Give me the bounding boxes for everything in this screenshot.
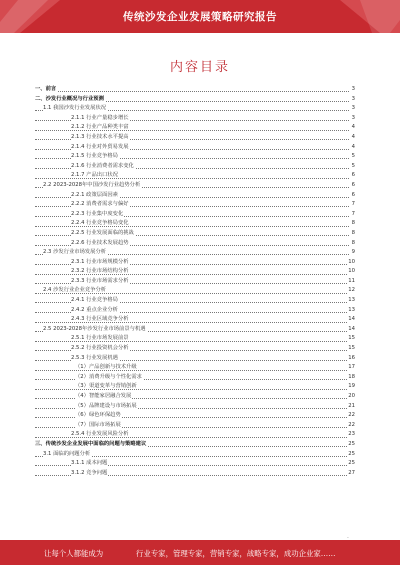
toc-entry[interactable]: [35, 286, 355, 296]
toc-entry[interactable]: [35, 440, 355, 450]
toc-entry[interactable]: [35, 162, 355, 172]
toc-entry-label: 2.5.4 行业发展风险分析: [71, 431, 129, 438]
toc-entry-label: 三、传统沙发企业发展中面临的问题与策略建议: [35, 440, 147, 447]
toc-entry-page: 6: [351, 171, 355, 181]
toc-entry-label: 2.1.5 行业竞争格局: [71, 153, 118, 160]
toc-entry-page: 16: [347, 354, 355, 364]
toc-entry[interactable]: [35, 104, 355, 114]
table-of-contents: [35, 85, 355, 478]
toc-entry-label: （7）国际市场拓展: [75, 421, 121, 428]
toc-entry-label: 2.3.2 行业市场结构分析: [71, 268, 129, 275]
toc-entry-label: 2.2.4 行业竞争格局变化: [71, 220, 129, 227]
footer-tagline: 行业专家，管理专家，营销专家，战略专家，成功企业家……: [136, 549, 336, 558]
toc-entry-page: 8: [351, 229, 355, 239]
toc-entry-page: 25: [347, 440, 355, 450]
toc-entry-label: 2.4 沙发行业企业竞争分析: [43, 287, 107, 294]
toc-entry-page: 4: [351, 143, 355, 153]
toc-entry-page: 5: [351, 152, 355, 162]
toc-entry[interactable]: [35, 277, 355, 287]
toc-entry-page: 5: [351, 162, 355, 172]
toc-entry-page: 14: [347, 325, 355, 335]
toc-entry-page: 20: [347, 392, 355, 402]
toc-entry-page: 10: [347, 258, 355, 268]
toc-entry-label: 2.1.1 行业产量稳步增长: [71, 114, 129, 121]
toc-entry-page: 4: [351, 123, 355, 133]
toc-entry[interactable]: [35, 210, 355, 220]
toc-entry-label: 2.1.4 行业对外贸易发展: [71, 143, 129, 150]
dot-leader: [35, 91, 349, 92]
toc-entry-label: 2.1.6 行业消费者需求变化: [71, 162, 134, 169]
toc-entry[interactable]: [35, 248, 355, 258]
toc-entry-page: 18: [347, 373, 355, 383]
toc-entry-label: 2.1.2 行业产品种类丰富: [71, 124, 129, 131]
toc-entry-page: 14: [347, 315, 355, 325]
toc-entry-page: 25: [347, 459, 355, 469]
toc-entry[interactable]: [35, 459, 355, 469]
toc-entry-page: 17: [347, 363, 355, 373]
toc-entry-page: 23: [347, 430, 355, 440]
toc-entry[interactable]: [35, 267, 355, 277]
toc-entry[interactable]: [35, 95, 355, 105]
toc-entry-page: 3: [351, 85, 355, 95]
toc-entry-page: 9: [351, 248, 355, 258]
toc-entry[interactable]: [35, 469, 355, 479]
toc-entry[interactable]: [35, 181, 355, 191]
toc-entry-label: （1）产品创新与技术升级: [75, 364, 137, 371]
toc-entry-label: 2.2.6 行业技术发展趋势: [71, 239, 129, 246]
toc-entry[interactable]: [35, 363, 355, 373]
toc-entry[interactable]: [35, 239, 355, 249]
toc-entry-page: 4: [351, 133, 355, 143]
toc-entry-label: 2.4.3 行业区域竞争分析: [71, 316, 129, 323]
toc-entry[interactable]: [35, 411, 355, 421]
toc-entry[interactable]: [35, 382, 355, 392]
toc-entry-label: 2.3.1 行业市场规模分析: [71, 258, 129, 265]
toc-entry-page: 7: [351, 200, 355, 210]
toc-entry[interactable]: [35, 306, 355, 316]
toc-entry[interactable]: [35, 315, 355, 325]
toc-entry[interactable]: [35, 421, 355, 431]
toc-entry-page: 7: [351, 210, 355, 220]
page-title: 内容目录: [169, 60, 230, 75]
toc-entry-label: 2.4.1 行业竞争格局: [71, 297, 118, 304]
toc-entry[interactable]: [35, 430, 355, 440]
toc-entry[interactable]: [35, 402, 355, 412]
toc-entry-label: 2.2 2023-2028年中国沙发行业趋势分析: [43, 181, 141, 188]
toc-entry[interactable]: [35, 229, 355, 239]
toc-entry-label: 2.2.3 行业集中度变化: [71, 210, 124, 217]
toc-entry-label: （3）渠道变革与营销创新: [75, 383, 137, 390]
toc-entry-label: （6）绿色环保趋势: [75, 412, 121, 419]
toc-entry-page: 27: [347, 469, 355, 479]
toc-entry[interactable]: [35, 450, 355, 460]
toc-entry-label: 2.5.1 行业市场发展前景: [71, 335, 129, 342]
toc-entry-page: 22: [347, 411, 355, 421]
toc-entry[interactable]: [35, 200, 355, 210]
toc-entry-page: 6: [351, 191, 355, 201]
toc-entry-label: 1.1 我国沙发行业发展状况: [43, 105, 107, 112]
toc-entry-label: 2.2.1 政策层面因素: [71, 191, 118, 198]
toc-entry[interactable]: [35, 171, 355, 181]
toc-entry-page: 3: [351, 114, 355, 124]
toc-entry-label: 2.5.2 行业投资机会分析: [71, 345, 129, 352]
report-title: 传统沙发企业发展策略研究报告: [123, 11, 277, 23]
toc-entry-page: 22: [347, 421, 355, 431]
toc-entry-label: 3.1.1 成本问题: [71, 460, 108, 467]
toc-entry-label: 2.5.3 行业发展机遇: [71, 354, 118, 361]
toc-entry-page: 13: [347, 296, 355, 306]
toc-entry-page: 12: [347, 286, 355, 296]
toc-entry-page: 13: [347, 306, 355, 316]
toc-entry-page: 15: [347, 344, 355, 354]
toc-entry-label: 2.1.7 产品出口状况: [71, 172, 118, 179]
toc-entry[interactable]: [35, 258, 355, 268]
toc-entry-label: （2）消费升级与个性化需求: [75, 373, 142, 380]
toc-entry[interactable]: [35, 85, 355, 95]
toc-entry-label: （5）品牌建设与市场拓展: [75, 402, 137, 409]
toc-entry-label: 2.2.2 消费者需求与偏好: [71, 201, 129, 208]
toc-entry-page: 19: [347, 382, 355, 392]
toc-entry-label: 2.2.5 行业发展面临的挑战: [71, 229, 134, 236]
toc-entry[interactable]: [35, 334, 355, 344]
toc-entry[interactable]: [35, 133, 355, 143]
toc-entry-label: 2.5 2023-2028年沙发行业市场前景与机遇: [43, 325, 146, 332]
toc-entry-label: 2.3.3 行业市场需求分析: [71, 277, 129, 284]
toc-entry-page: 10: [347, 267, 355, 277]
header-band: [0, 0, 400, 33]
toc-entry[interactable]: [35, 152, 355, 162]
toc-entry[interactable]: [35, 392, 355, 402]
toc-entry[interactable]: [35, 344, 355, 354]
toc-entry-page: 8: [351, 239, 355, 249]
toc-entry-page: 6: [351, 181, 355, 191]
toc-entry-page: 3: [351, 104, 355, 114]
toc-entry-label: 2.4.2 重点企业分析: [71, 306, 118, 313]
toc-entry-page: 3: [351, 95, 355, 105]
footer-band: [0, 540, 400, 565]
toc-entry-label: 2.3 沙发行业市场发展分析: [43, 249, 107, 256]
toc-entry[interactable]: [35, 296, 355, 306]
toc-entry-label: 一、前言: [35, 86, 57, 92]
toc-entry-page: 11: [347, 277, 355, 287]
toc-entry-label: （4）智能家居融合发展: [75, 393, 132, 399]
toc-entry[interactable]: [35, 114, 355, 124]
toc-entry-page: 25: [347, 450, 355, 460]
toc-entry[interactable]: [35, 191, 355, 201]
toc-entry-label: 2.1.3 行业技术水平提高: [71, 133, 129, 140]
footer-slogan: 让每个人都能成为: [44, 549, 104, 558]
toc-entry[interactable]: [35, 143, 355, 153]
toc-entry-label: 3.1.2 竞争问题: [71, 469, 108, 476]
toc-entry-label: 3.1 面临的问题分析: [43, 450, 91, 457]
toc-entry[interactable]: [35, 373, 355, 383]
page-marker: ·: [347, 535, 349, 542]
toc-entry[interactable]: [35, 219, 355, 229]
toc-entry[interactable]: [35, 354, 355, 364]
toc-entry-page: 15: [347, 334, 355, 344]
toc-entry-page: 8: [351, 219, 355, 229]
toc-entry-page: 21: [347, 402, 355, 412]
toc-entry[interactable]: [35, 325, 355, 335]
toc-entry-label: 二、沙发行业概况与行业预测: [35, 95, 104, 102]
toc-entry[interactable]: [35, 123, 355, 133]
